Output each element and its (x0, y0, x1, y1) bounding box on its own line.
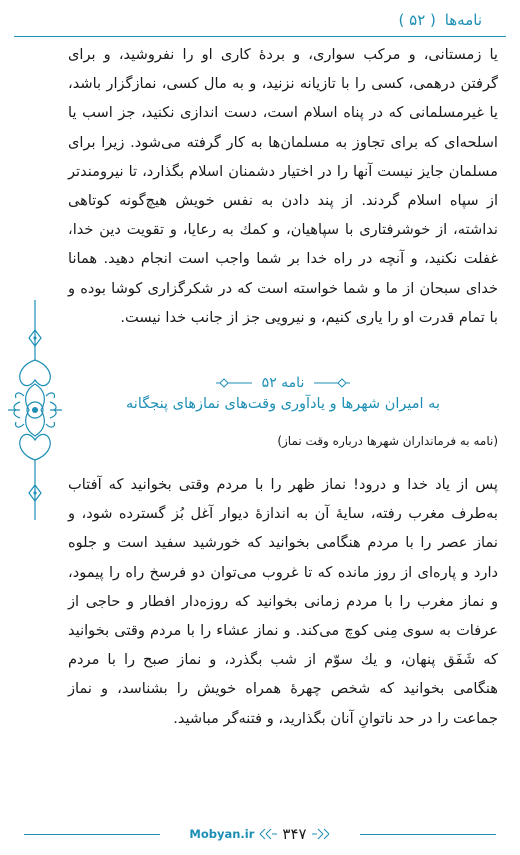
footer-ornament-icon (258, 827, 278, 841)
body-text-top (68, 40, 498, 332)
running-head-number: ( ۵۲ ) (398, 11, 436, 29)
footer-rule-left (24, 834, 160, 835)
page-header (14, 6, 506, 37)
site-watermark: Mobyan.ir (189, 827, 255, 841)
footer-rule-right (360, 834, 496, 835)
paragraph: یا زمستانی، و مرکب سواری، و بردهٔ کاری او را نفروشید، و برای گرفتن درهمی، کسی را با تازیانه نزنید، و به مال کسی، نمازگزار باشد، یا غیرمسلمانی که در پناه اسلام است، دست اندازی نکنید، جز اسب یا اسلحه‌ای که برای تجاوز به مسلمان‌ها به کار گرفته می‌شود. زیرا برای مسلمان جایز نیست آنها را در اختیار دشمنان اسلام بگذارد، تا نیرومندتر از سپاه اسلام گردند. از پند دادن به نفس خویش هیچ‌گونه کوتاهی نداشته، از خوشرفتاری با سپاهیان، و کمك به رعایا، و تقویت دین خدا، غفلت نکنید، و آنچه در راه خدا بر شما واجب است انجام دهید. همانا خدای سبحان از ما و شما خواسته است که در شکرگزاری کوشا بوده و با تمام قدرت او را یاری کنیم، و نیرویی جز از جانب خدا نیست. (68, 46, 498, 326)
body-text-bottom (68, 470, 498, 733)
letter-number: نامه ۵۲ (261, 375, 305, 391)
letter-title: به امیران شهرها و یادآوری وقت‌های نمازهای پنجگانه (126, 396, 440, 412)
side-ornament-icon (6, 300, 64, 520)
paragraph: پس از یاد خدا و درود! نماز ظهر را با مردم وقتی بخوانید که آفتاب به‌طرف مغرب رفته، سایهٔ آن به اندازهٔ دیوار آغل بُز گسترده شود، و نماز عصر را با مردم هنگامی بخوانید که خورشید سفید است و جلوه دارد و پاره‌ای از روز مانده که تا غروب می‌توان دو فرسخ راه را پیمود، و نماز مغرب را با مردم زمانی بخوانید که روزه‌دار افطار و حاجی از عرفات به سوی مِنی کوچ می‌کند. و نماز عشاء را با مردم وقتی بخوانید که شَفَق پنهان، و یك سوّم از شب بگذرد، و نماز صبح را با مردم هنگامی بخوانید که شخص چهرهٔ همراه خویش را بشناسد، و نماز جماعت را در حد ناتوانِ آنان بگذارید، و فتنه‌گر مباشید. (68, 476, 498, 727)
page-number: ۳۴۷ (282, 825, 307, 843)
ornament-right-icon (312, 376, 352, 390)
letter-number-row (68, 372, 498, 394)
running-head-title: نامه‌ها (444, 11, 482, 29)
footer-center (160, 822, 360, 846)
letter-heading (68, 372, 498, 412)
footer-ornament-icon (311, 827, 331, 841)
ornament-left-icon (214, 376, 254, 390)
page-footer (0, 819, 520, 849)
letter-subtitle: (نامه به فرمانداران شهرها درباره وقت نماز) (277, 434, 498, 448)
running-head (395, 11, 482, 29)
